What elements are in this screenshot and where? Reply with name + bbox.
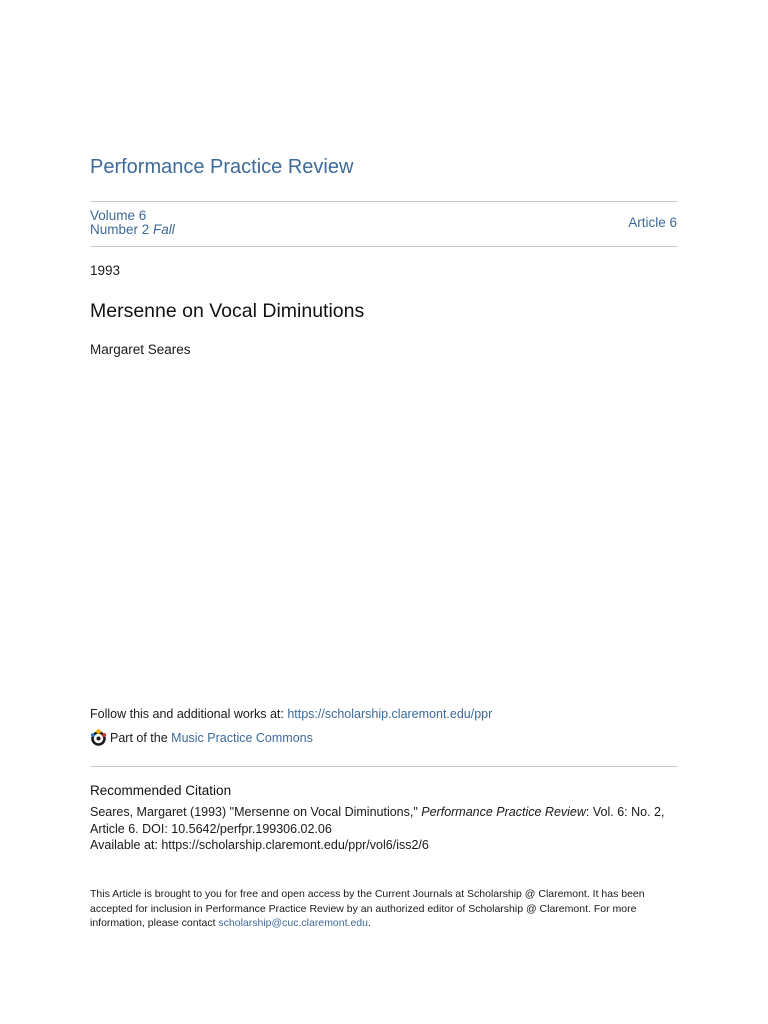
music-practice-commons-link[interactable]: Music Practice Commons	[171, 730, 313, 745]
article-number-link[interactable]: Article 6	[628, 215, 677, 230]
access-notice-text: This Article is brought to you for free and open access by the Current Journals at Scholarship @ Claremont. It has been accepted for inclusion in Performance Practice Review by an authorized editor of Scholarship @ Claremont. For more information, please contact	[90, 888, 645, 929]
article-title: Mersenne on Vocal Diminutions	[90, 300, 365, 322]
follow-line	[90, 707, 492, 721]
part-of-line	[90, 729, 313, 746]
contact-email-link[interactable]: scholarship@cuc.claremont.edu	[218, 917, 368, 929]
volume-link[interactable]: Volume 6	[90, 208, 147, 223]
commons-network-icon	[90, 729, 107, 746]
author-name: Margaret Seares	[90, 342, 191, 357]
follow-url-link[interactable]: https://scholarship.claremont.edu/ppr	[287, 707, 493, 721]
issue-number: Number 2	[90, 222, 150, 237]
citation-available: Available at: https://scholarship.claremont.edu/ppr/vol6/iss2/6	[90, 838, 429, 852]
issue-info	[90, 209, 175, 237]
part-of-prefix: Part of the	[110, 730, 172, 745]
citation-line1-prefix: Seares, Margaret (1993) "Mersenne on Vocal Diminutions,"	[90, 805, 422, 819]
access-notice-end: .	[367, 917, 371, 929]
bottom-divider	[90, 246, 678, 247]
publication-year: 1993	[90, 263, 121, 278]
citation-divider	[90, 766, 678, 767]
citation-heading: Recommended Citation	[90, 783, 232, 798]
citation-body	[90, 804, 680, 854]
issue-season: Fall	[153, 222, 175, 237]
issue-number-link[interactable]	[90, 222, 175, 237]
journal-title-link[interactable]: Performance Practice Review	[90, 156, 354, 178]
citation-journal: Performance Practice Review	[421, 805, 586, 819]
follow-prefix: Follow this and additional works at:	[90, 707, 288, 721]
access-notice	[90, 887, 680, 931]
top-divider	[90, 201, 678, 202]
citation-line1-suffix: : Vol. 6: No. 2, Article 6. DOI: 10.5642/perfpr.199306.02.06	[90, 805, 665, 836]
